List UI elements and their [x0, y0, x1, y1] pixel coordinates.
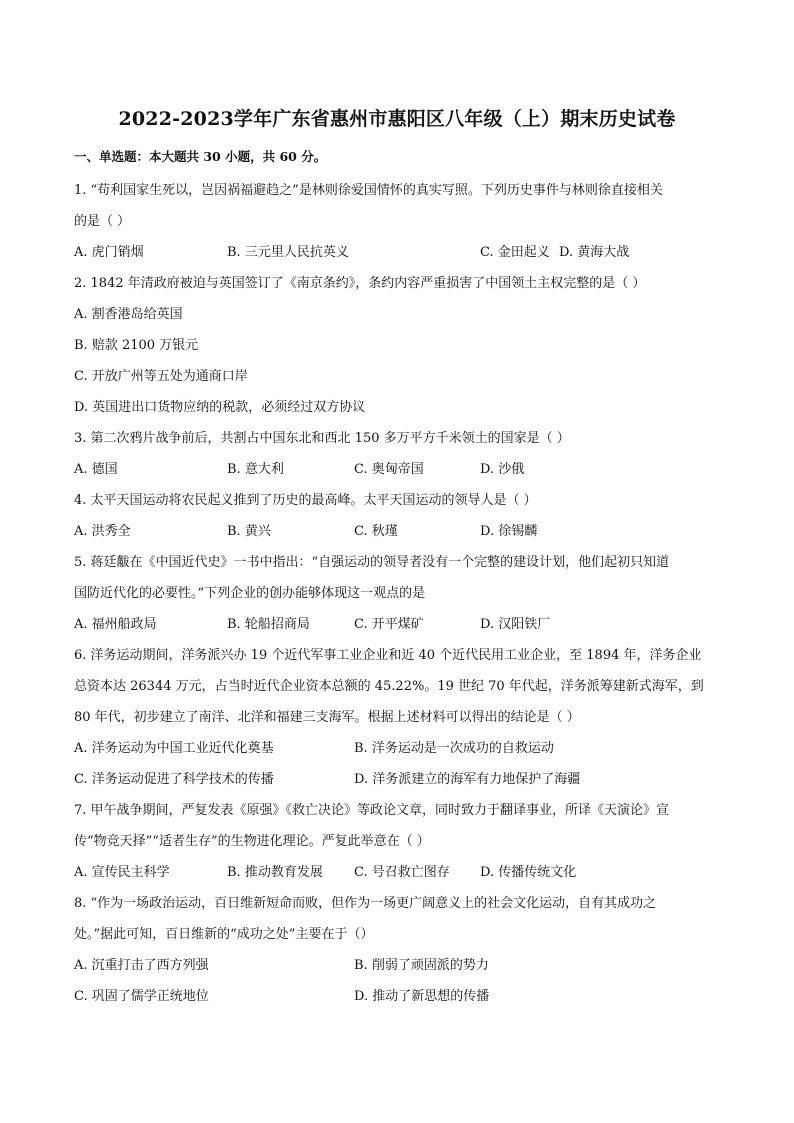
option-d: D. 洋务派建立的海军有力地保护了海疆 [354, 772, 581, 787]
option-row [74, 237, 720, 268]
option-c: C. 开平煤矿 [354, 617, 424, 632]
question-8 [74, 888, 720, 1012]
option-b: B. 黄兴 [227, 524, 271, 539]
option-d: D. 徐锡麟 [480, 524, 538, 539]
question-stem-line: 8. “作为一场政治运动，百日维新短命而败，但作为一场更广阔意义上的社会文化运动，自有其成功之 [74, 896, 657, 911]
option-a: A. 虎门销烟 [74, 245, 144, 260]
option-a: A. 洪秀全 [74, 524, 131, 539]
option-b: B. 轮船招商局 [227, 617, 310, 632]
option-row [74, 764, 720, 795]
question-stem-line: 1. “苟利国家生死以，岂因祸福避趋之”是林则徐爱国情怀的真实写照。下列历史事件与林则徐直接相关 [74, 183, 663, 198]
question-6 [74, 640, 720, 795]
option-row [74, 454, 720, 485]
option-row [74, 950, 720, 981]
option-b: B. 意大利 [227, 462, 284, 477]
option-row [74, 516, 720, 547]
option-row [74, 733, 720, 764]
exam-title: 2022-2023学年广东省惠州市惠阳区八年级（上）期末历史试卷 [118, 108, 676, 130]
option-a: A. 福州船政局 [74, 617, 157, 632]
question-stem-line: 2. 1842 年清政府被迫与英国签订了《南京条约》，条约内容严重损害了中国领土主权完整的是（ ） [74, 276, 646, 291]
question-2 [74, 268, 720, 423]
option-b: B. 推动教育发展 [227, 865, 323, 880]
option-b: B. 赔款 2100 万银元 [74, 338, 199, 353]
option-row [74, 609, 720, 640]
question-stem-line: 国防近代化的必要性。”下列企业的创办能够体现这一观点的是 [74, 586, 426, 601]
question-stem-line: 4. 太平天国运动将农民起义推到了历史的最高峰。太平天国运动的领导人是（ ） [74, 493, 537, 508]
question-stem-line: 的是（ ） [74, 214, 131, 229]
option-c: C. 奥匈帝国 [354, 462, 424, 477]
option-row [74, 981, 720, 1012]
question-stem-line: 处。”据此可知，百日维新的“成功之处”主要在于（） [74, 927, 374, 942]
question-stem-line: 总资本达 26344 万元，占当时近代企业资本总额的 45.22%。19 世纪 70 年代起，洋务派筹建新式海军，到 [74, 679, 704, 694]
question-stem-line: 传“物竞天择”“适者生存”的生物进化理论。严复此举意在（ ） [74, 834, 430, 849]
option-row [74, 857, 720, 888]
question-stem-line: 6. 洋务运动期间，洋务派兴办 19 个近代军事工业企业和近 40 个近代民用工业企业，至 1894 年，洋务企业 [74, 648, 702, 663]
option-b: B. 削弱了顽固派的势力 [354, 958, 489, 973]
option-d: D. 沙俄 [480, 462, 525, 477]
option-a: A. 宣传民主科学 [74, 865, 170, 880]
option-a: A. 沉重打击了西方列强 [74, 958, 209, 973]
option-c: C. 开放广州等五处为通商口岸 [74, 369, 248, 384]
option-d: D. 汉阳铁厂 [480, 617, 551, 632]
option-c: C. 金田起义 [480, 245, 550, 260]
option-c: C. 洋务运动促进了科学技术的传播 [74, 772, 274, 787]
option-d: D. 推动了新思想的传播 [354, 989, 490, 1004]
option-c: C. 巩固了儒学正统地位 [74, 989, 209, 1004]
option-b: B. 三元里人民抗英义 [227, 245, 349, 260]
option-d: D. 黄海大战 [559, 245, 630, 260]
question-stem-line: 80 年代，初步建立了南洋、北洋和福建三支海军。根据上述材料可以得出的结论是（ ） [74, 710, 580, 725]
option-a: A. 德国 [74, 462, 118, 477]
option-d: D. 传播传统文化 [480, 865, 577, 880]
question-3 [74, 423, 720, 485]
question-1 [74, 175, 720, 268]
section-heading: 一、单选题：本大题共 30 小题，共 60 分。 [74, 149, 327, 164]
option-c: C. 秋瑾 [354, 524, 398, 539]
question-stem-line: 7. 甲午战争期间，严复发表《原强》《救亡决论》等政论文章，同时致力于翻译事业，所译《天演论》宣 [74, 803, 670, 818]
option-b: B. 洋务运动是一次成功的自救运动 [354, 741, 554, 756]
question-4 [74, 485, 720, 547]
question-stem-line: 5. 蒋廷黻在《中国近代史》一书中指出：“自强运动的领导者没有一个完整的建设计划，他们起初只知道 [74, 555, 670, 570]
option-c: C. 号召救亡图存 [354, 865, 450, 880]
option-a: A. 洋务运动为中国工业近代化奠基 [74, 741, 274, 756]
option-d: D. 英国进出口货物应纳的税款，必须经过双方协议 [74, 400, 366, 415]
question-7 [74, 795, 720, 888]
question-5 [74, 547, 720, 640]
option-a: A. 割香港岛给英国 [74, 307, 183, 322]
question-stem-line: 3. 第二次鸦片战争前后，共割占中国东北和西北 150 多万平方千米领土的国家是（ ） [74, 431, 570, 446]
